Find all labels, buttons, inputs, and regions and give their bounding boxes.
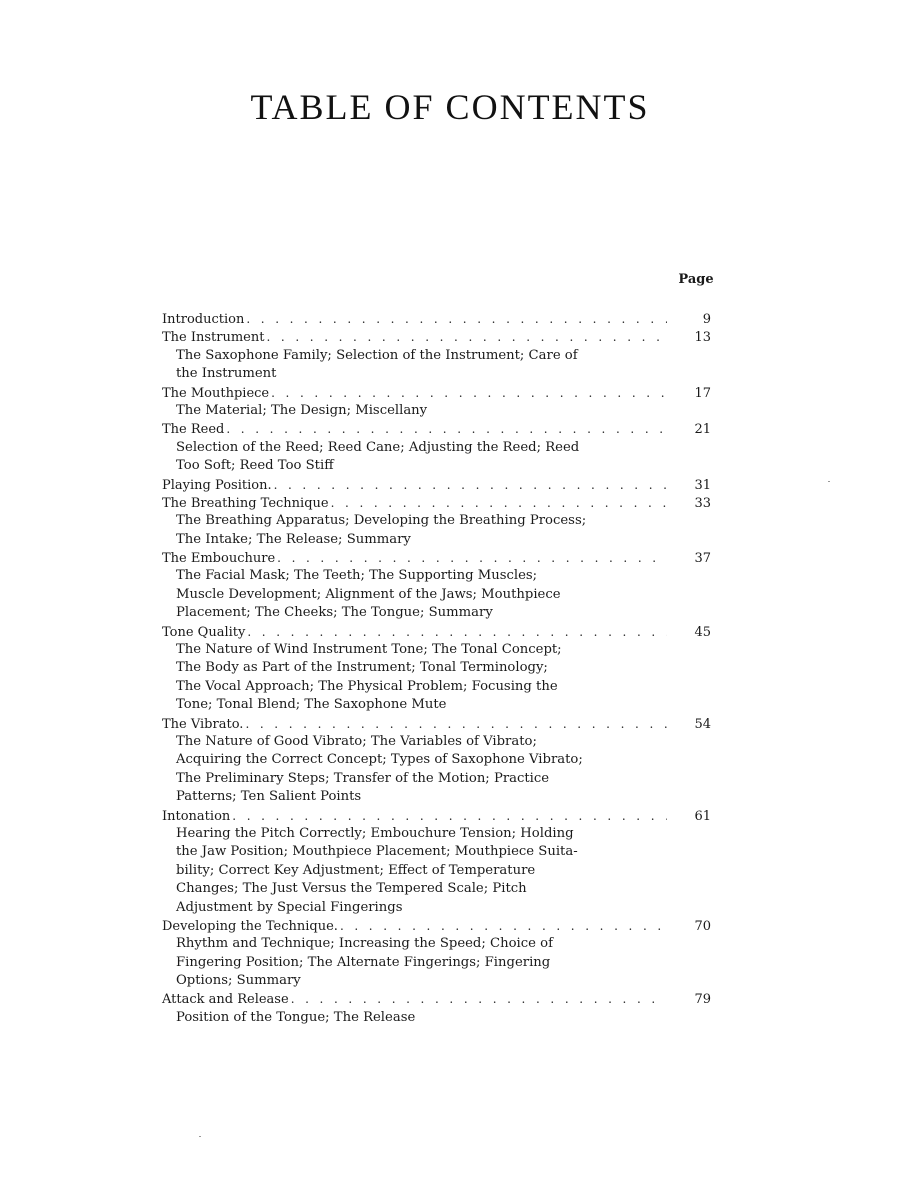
toc-entry-title: The Instrument: [162, 330, 265, 346]
toc-entry: [162, 310, 715, 328]
dot-leader: [226, 420, 667, 438]
toc-subtopic-line: The Nature of Wind Instrument Tone; The Tonal Concept;: [176, 642, 562, 658]
toc-subtopic-line: Muscle Development; Alignment of the Jaws; Mouthpiece: [176, 586, 561, 602]
toc-entry-subtopics: [162, 402, 646, 420]
page-title: TABLE OF CONTENTS: [250, 87, 650, 127]
toc-subtopic-line: The Intake; The Release; Summary: [176, 531, 411, 547]
dot-leader: [291, 990, 667, 1008]
toc-entry-page-number: 13: [694, 330, 711, 346]
toc-entry-page-number: 21: [694, 422, 711, 438]
toc-entry-subtopics: [162, 347, 646, 384]
toc-entry-page-number: 17: [694, 385, 711, 401]
dot-leader: [246, 310, 667, 328]
toc-subtopic-line: Changes; The Just Versus the Tempered Scale; Pitch: [176, 881, 527, 897]
toc-subtopic-line: the Instrument: [176, 366, 277, 382]
toc-entry-title: Attack and Release: [162, 992, 289, 1008]
toc-subtopic-line: The Vocal Approach; The Physical Problem; Focusing the: [176, 678, 558, 694]
toc-entry-page-number: 70: [694, 918, 711, 934]
toc-subtopic-line: The Material; The Design; Miscellany: [176, 402, 428, 418]
toc-entry: [162, 494, 715, 512]
toc-entry-title: Tone Quality: [162, 624, 246, 640]
toc-entry-subtopics: [162, 439, 646, 476]
toc-entry-title: Introduction: [162, 312, 245, 327]
toc-entry-page-number: 31: [694, 477, 711, 493]
toc-entry: [162, 420, 715, 438]
toc-subtopic-line: bility; Correct Key Adjustment; Effect of Temperature: [176, 862, 536, 878]
toc-entry-page-number: 9: [702, 312, 711, 327]
toc-subtopic-line: Acquiring the Correct Concept; Types of Saxophone Vibrato;: [176, 752, 583, 768]
toc-entry: [162, 549, 715, 567]
toc-entry: [162, 715, 715, 733]
toc-entry-title: The Embouchure: [162, 551, 276, 567]
toc-entry-title: The Vibrato.: [162, 716, 244, 732]
toc-entry: [162, 807, 715, 825]
dot-leader: [232, 807, 667, 825]
toc-entry-title: Developing the Technique.: [162, 918, 338, 934]
toc-entry: [162, 384, 715, 402]
toc-entry-title: The Breathing Technique: [162, 495, 329, 511]
toc-entry-title: Playing Position.: [162, 477, 272, 493]
table-of-contents: [162, 310, 715, 1027]
toc-entry: [162, 328, 715, 346]
scan-speck: [828, 481, 830, 482]
dot-leader: [245, 715, 667, 733]
dot-leader: [266, 328, 667, 346]
toc-subtopic-line: The Preliminary Steps; Transfer of the Motion; Practice: [176, 770, 550, 786]
toc-entry-title: The Mouthpiece: [162, 385, 270, 401]
toc-entry-subtopics: [162, 641, 646, 715]
toc-subtopic-line: Rhythm and Technique; Increasing the Speed; Choice of: [176, 936, 553, 952]
toc-subtopic-line: Adjustment by Special Fingerings: [176, 899, 403, 915]
toc-entry: [162, 917, 715, 935]
toc-subtopic-line: Fingering Position; The Alternate Fingerings; Fingering: [176, 954, 551, 970]
toc-entry-subtopics: [162, 935, 646, 990]
toc-entry-subtopics: [162, 512, 646, 549]
toc-entry-page-number: 45: [694, 624, 711, 640]
toc-entry-title: The Reed: [162, 422, 225, 438]
toc-subtopic-line: Tone; Tonal Blend; The Saxophone Mute: [176, 697, 447, 713]
toc-entry-page-number: 54: [694, 716, 711, 732]
toc-subtopic-line: The Breathing Apparatus; Developing the Breathing Process;: [176, 513, 587, 529]
toc-entry-page-number: 37: [694, 551, 711, 567]
dot-leader: [331, 494, 667, 512]
toc-entry-page-number: 79: [694, 992, 711, 1008]
toc-entry: [162, 990, 715, 1008]
dot-leader: [340, 917, 667, 935]
dot-leader: [274, 476, 667, 494]
dot-leader: [277, 549, 667, 567]
toc-subtopic-line: Placement; The Cheeks; The Tongue; Summary: [176, 605, 493, 621]
toc-entry: [162, 623, 715, 641]
page-column-header: Page: [678, 272, 714, 287]
toc-entry-page-number: 33: [694, 495, 711, 511]
toc-subtopic-line: Options; Summary: [176, 973, 301, 989]
toc-subtopic-line: The Body as Part of the Instrument; Tonal Terminology;: [176, 660, 548, 676]
dot-leader: [271, 384, 667, 402]
dot-leader: [247, 623, 667, 641]
toc-entry-subtopics: [162, 733, 646, 807]
toc-subtopic-line: Patterns; Ten Salient Points: [176, 789, 362, 805]
toc-entry-page-number: 61: [694, 808, 711, 824]
toc-subtopic-line: Selection of the Reed; Reed Cane; Adjusting the Reed; Reed: [176, 439, 580, 455]
scan-speck: [199, 1136, 201, 1137]
toc-subtopic-line: The Saxophone Family; Selection of the Instrument; Care of: [176, 347, 578, 363]
toc-subtopic-line: Hearing the Pitch Correctly; Embouchure Tension; Holding: [176, 825, 574, 841]
toc-entry-subtopics: [162, 567, 646, 622]
toc-entry-title: Intonation: [162, 808, 231, 824]
toc-subtopic-line: the Jaw Position; Mouthpiece Placement; Mouthpiece Suita-: [176, 844, 578, 860]
toc-subtopic-line: The Facial Mask; The Teeth; The Supporting Muscles;: [176, 568, 538, 584]
toc-entry-subtopics: [162, 825, 646, 917]
toc-subtopic-line: Position of the Tongue; The Release: [176, 1009, 416, 1025]
toc-subtopic-line: Too Soft; Reed Too Stiff: [176, 458, 334, 474]
toc-entry: [162, 476, 715, 494]
toc-entry-subtopics: [162, 1009, 646, 1027]
toc-subtopic-line: The Nature of Good Vibrato; The Variables of Vibrato;: [176, 733, 537, 749]
